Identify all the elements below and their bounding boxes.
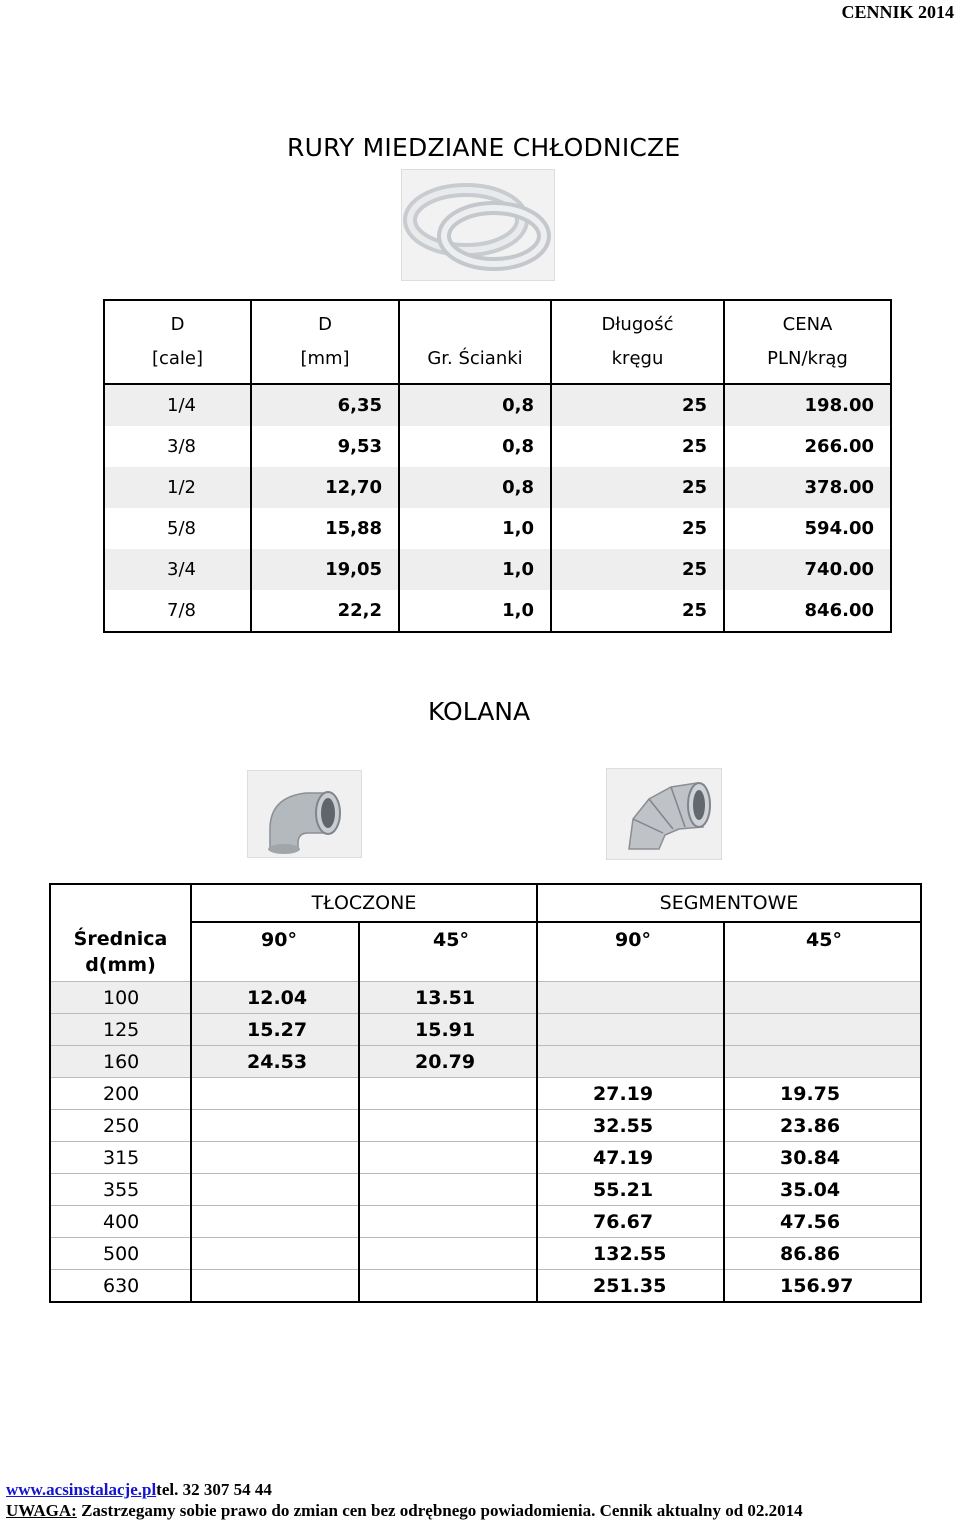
segmented-90-header: 90° — [537, 922, 724, 982]
table-cell: 6,35 — [251, 384, 399, 426]
price-list-year-header: CENNIK 2014 — [841, 2, 954, 22]
table-cell: 32.55 — [537, 1110, 724, 1142]
column-header: Długość kręgu — [551, 300, 724, 384]
column-header: D [cale] — [104, 300, 251, 384]
table-cell: 1/4 — [104, 384, 251, 426]
table-cell: 15,88 — [251, 508, 399, 549]
table-cell — [537, 982, 724, 1014]
copper-pipes-table — [103, 299, 892, 633]
table-cell: 25 — [551, 467, 724, 508]
table-cell: 1,0 — [399, 508, 551, 549]
pressed-group-header: TŁOCZONE — [191, 884, 537, 922]
table-cell — [191, 1110, 359, 1142]
table-row — [50, 1142, 921, 1174]
footer-notice — [6, 1501, 803, 1521]
table-cell — [724, 1046, 921, 1078]
table-cell: 630 — [50, 1270, 191, 1303]
table-cell — [359, 1206, 537, 1238]
group-header-row — [50, 884, 921, 922]
table-cell — [537, 1014, 724, 1046]
table-cell: 35.04 — [724, 1174, 921, 1206]
table-cell: 15.27 — [191, 1014, 359, 1046]
segmented-45-header: 45° — [724, 922, 921, 982]
table-cell: 19.75 — [724, 1078, 921, 1110]
table-cell: 24.53 — [191, 1046, 359, 1078]
table-cell: 378.00 — [724, 467, 891, 508]
table-cell: 160 — [50, 1046, 191, 1078]
notice-label: UWAGA: — [6, 1501, 77, 1520]
segmented-elbow-image — [606, 768, 722, 860]
table-cell: 200 — [50, 1078, 191, 1110]
table-cell: 198.00 — [724, 384, 891, 426]
table-cell: 30.84 — [724, 1142, 921, 1174]
table-cell: 19,05 — [251, 549, 399, 590]
table-row — [50, 1174, 921, 1206]
table-cell: 3/8 — [167, 436, 196, 457]
table-cell — [191, 1270, 359, 1303]
column-header: D [mm] — [251, 300, 399, 384]
table-cell: 400 — [50, 1206, 191, 1238]
table-cell — [191, 1206, 359, 1238]
table-cell: 266.00 — [724, 426, 891, 467]
table-row — [50, 1078, 921, 1110]
table-cell: 846.00 — [724, 590, 891, 632]
table-cell: 740.00 — [724, 549, 891, 590]
table-cell — [359, 1270, 537, 1303]
table-cell: 125 — [50, 1014, 191, 1046]
table-row — [104, 508, 891, 549]
notice-text: Zastrzegamy sobie prawo do zmian cen bez odrębnego powiadomienia. Cennik aktualny od 02.2014 — [76, 1501, 803, 1520]
table-cell — [724, 982, 921, 1014]
table-cell: 7/8 — [167, 600, 196, 621]
phone-number: tel. 32 307 54 44 — [156, 1480, 272, 1499]
table-row — [50, 1238, 921, 1270]
pressed-90-header: 90° — [191, 922, 359, 982]
table-row — [104, 549, 891, 590]
table-cell: 86.86 — [724, 1238, 921, 1270]
table-cell: 132.55 — [537, 1238, 724, 1270]
table-cell — [191, 1238, 359, 1270]
website-link[interactable]: www.acsinstalacje.pl — [6, 1480, 157, 1499]
table-cell: 5/8 — [167, 518, 196, 539]
segmented-group-header: SEGMENTOWE — [537, 884, 921, 922]
column-header: CENA PLN/krąg — [724, 300, 891, 384]
table-cell: 3/4 — [104, 549, 251, 590]
table-cell: 55.21 — [537, 1174, 724, 1206]
table-cell: 76.67 — [537, 1206, 724, 1238]
pressed-elbow-image — [247, 770, 362, 858]
elbows-title: KOLANA — [428, 697, 531, 726]
table-cell — [359, 1238, 537, 1270]
table-cell: 47.19 — [537, 1142, 724, 1174]
table-cell — [359, 1110, 537, 1142]
table-cell: 1/2 — [104, 467, 251, 508]
table-cell: 13.51 — [359, 982, 537, 1014]
table-cell: 100 — [50, 982, 191, 1014]
table-cell: 0,8 — [399, 384, 551, 426]
table-cell: 25 — [551, 549, 724, 590]
table-header-row — [104, 300, 891, 384]
table-cell: 22,2 — [251, 590, 399, 632]
table-row — [50, 1110, 921, 1142]
elbows-table — [49, 883, 922, 1303]
table-row — [50, 1046, 921, 1078]
table-cell: 27.19 — [537, 1078, 724, 1110]
table-cell: 25 — [551, 426, 724, 467]
table-cell: 1,0 — [399, 590, 551, 632]
column-header: Gr. Ścianki — [399, 300, 551, 384]
copper-pipes-title: RURY MIEDZIANE CHŁODNICZE — [287, 133, 681, 162]
table-cell — [359, 1078, 537, 1110]
table-row — [50, 982, 921, 1014]
table-cell: 0,8 — [399, 467, 551, 508]
table-cell: 594.00 — [724, 508, 891, 549]
table-cell: 25 — [551, 508, 724, 549]
table-cell: 25 — [551, 384, 724, 426]
table-cell: 47.56 — [724, 1206, 921, 1238]
diameter-label: Średnica d(mm) — [73, 928, 168, 976]
table-cell: 15.91 — [359, 1014, 537, 1046]
table-cell: 500 — [50, 1238, 191, 1270]
footer-contact — [6, 1480, 272, 1500]
table-cell — [724, 1014, 921, 1046]
table-row — [104, 384, 891, 426]
copper-coil-image — [401, 169, 555, 281]
table-cell: 251.35 — [537, 1270, 724, 1303]
table-cell: 250 — [50, 1110, 191, 1142]
table-cell: 23.86 — [724, 1110, 921, 1142]
sub-header-row — [50, 922, 921, 982]
table-cell: 0,8 — [399, 426, 551, 467]
table-cell: 12.04 — [191, 982, 359, 1014]
table-row — [50, 1270, 921, 1303]
table-cell — [191, 1078, 359, 1110]
table-cell: 9,53 — [251, 426, 399, 467]
table-cell: 25 — [551, 590, 724, 632]
table-cell: 12,70 — [251, 467, 399, 508]
empty-header-cell — [50, 884, 191, 922]
table-row — [104, 467, 891, 508]
table-cell: 156.97 — [724, 1270, 921, 1303]
table-cell — [537, 1046, 724, 1078]
table-row — [104, 590, 891, 632]
table-cell: 1,0 — [399, 549, 551, 590]
table-row — [50, 1206, 921, 1238]
table-cell: 20.79 — [359, 1046, 537, 1078]
table-cell: 355 — [50, 1174, 191, 1206]
table-row — [104, 426, 891, 467]
pressed-45-header: 45° — [359, 922, 537, 982]
table-row — [50, 1014, 921, 1046]
table-cell: 315 — [50, 1142, 191, 1174]
table-cell — [359, 1142, 537, 1174]
table-cell — [191, 1142, 359, 1174]
table-cell — [191, 1174, 359, 1206]
table-cell — [359, 1174, 537, 1206]
